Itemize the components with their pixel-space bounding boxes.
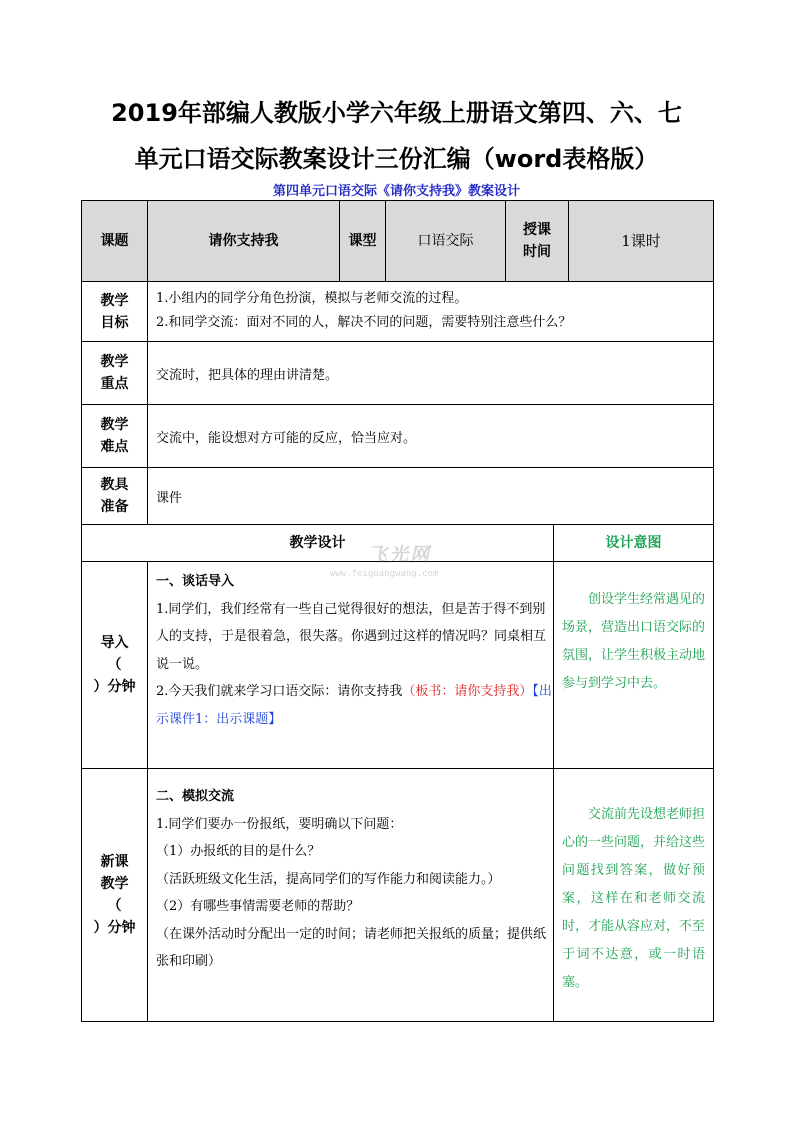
design-header: 教学设计	[82, 525, 554, 562]
key-label-line-2: 重点	[100, 376, 129, 392]
difficulty-label	[82, 405, 148, 468]
materials-label	[82, 468, 148, 525]
newlesson-label-line-2: 教学	[100, 876, 129, 892]
document-title-line-2: 单元口语交际教案设计三份汇编（word表格版）	[134, 145, 659, 173]
topic-label: 课题	[82, 201, 148, 282]
intro-content	[148, 562, 554, 769]
newlesson-content	[148, 769, 554, 1021]
time-label-line-1: 授课	[523, 222, 551, 238]
goal-item: 2.和同学交流：面对不同的人，解决不同的问题，需要特别注意些什么？	[156, 315, 572, 330]
difficulty-label-line-1: 教学	[100, 417, 129, 433]
key-content: 交流时，把具体的理由讲清楚。	[148, 342, 713, 405]
newlesson-line: 1.同学们要办一份报纸，要明确以下问题：	[156, 816, 403, 832]
newlesson-label-line-3: （	[107, 898, 122, 914]
lesson-plan-table	[81, 200, 714, 1022]
intro-paragraph-1: 1.同学们，我们经常有一些自己觉得很好的想法，但是苦于得不到别人的支持，于是很着急，很失落。你遇到过这样的情况吗？同桌相互说一说。	[156, 601, 547, 672]
intro-paragraph-2	[156, 678, 553, 733]
materials-content: 课件	[148, 468, 713, 525]
goals-label-line-2: 目标	[100, 314, 129, 331]
difficulty-content: 交流中，能设想对方可能的反应，恰当应对。	[148, 405, 713, 468]
intro-paragraph-2-text: 2.今天我们就来学习口语交际：请你支持我	[156, 684, 403, 699]
materials-label-line-1: 教具	[100, 477, 129, 493]
goals-label-line-1: 教学	[100, 292, 129, 309]
type-value: 口语交际	[386, 201, 506, 282]
courseware-note: 【出示课件1：出示课题】	[156, 684, 552, 727]
key-label-line-1: 教学	[100, 354, 129, 370]
type-label: 课型	[340, 201, 386, 282]
intro-section-title: 一、谈话导入	[156, 574, 235, 589]
newlesson-section-title: 二、模拟交流	[156, 789, 235, 804]
intro-label-line-1: 导入	[100, 635, 129, 651]
intro-label-line-2: （	[107, 657, 122, 673]
goals-content	[148, 282, 713, 342]
time-label	[506, 201, 569, 282]
document-title-line-1: 2019年部编人教版小学六年级上册语文第四、六、七	[111, 99, 682, 127]
newlesson-label-line-4: ）分钟	[93, 920, 136, 936]
newlesson-label-line-1: 新课	[100, 854, 129, 870]
intent-header: 设计意图	[554, 525, 713, 562]
topic-value: 请你支持我	[148, 201, 340, 282]
materials-label-line-2: 准备	[100, 499, 129, 515]
watermark-brand: 飞光网	[368, 544, 432, 566]
newlesson-line: （在课外活动时分配出一定的时间；请老师把关报纸的质量；提供纸张和印刷）	[156, 926, 547, 969]
newlesson-intent: 交流前先设想老师担心的一些问题，并给这些问题找到答案，做好预案，这样在和老师交流时，才能从容应对，不至于词不达意，或一时语塞。	[562, 807, 706, 990]
time-value: 1课时	[569, 201, 713, 282]
watermark-url: www.feiguangwang.com	[330, 569, 439, 579]
newlesson-line: （活跃班级文化生活，提高同学们的写作能力和阅读能力。）	[156, 871, 501, 887]
newlesson-label	[82, 769, 148, 1021]
difficulty-label-line-2: 难点	[100, 439, 129, 455]
newlesson-line: （2）有哪些事情需要老师的帮助？	[156, 899, 360, 914]
lesson-subtitle: 第四单元口语交际《请你支持我》教案设计	[272, 184, 520, 199]
key-label	[82, 342, 148, 405]
newlesson-line: （1）办报纸的目的是什么？	[156, 844, 321, 859]
time-label-line-2: 时间	[523, 244, 551, 260]
intro-intent: 创设学生经常遇见的场景，营造出口语交际的氛围，让学生积极主动地参与到学习中去。	[554, 562, 713, 769]
blackboard-note: （板书：请你支持我）	[402, 684, 533, 699]
goal-item: 1.小组内的同学分角色扮演，模拟与老师交流的过程。	[156, 291, 468, 306]
goals-label	[82, 282, 148, 342]
intro-label	[82, 562, 148, 769]
intro-label-line-3: ）分钟	[93, 679, 136, 695]
